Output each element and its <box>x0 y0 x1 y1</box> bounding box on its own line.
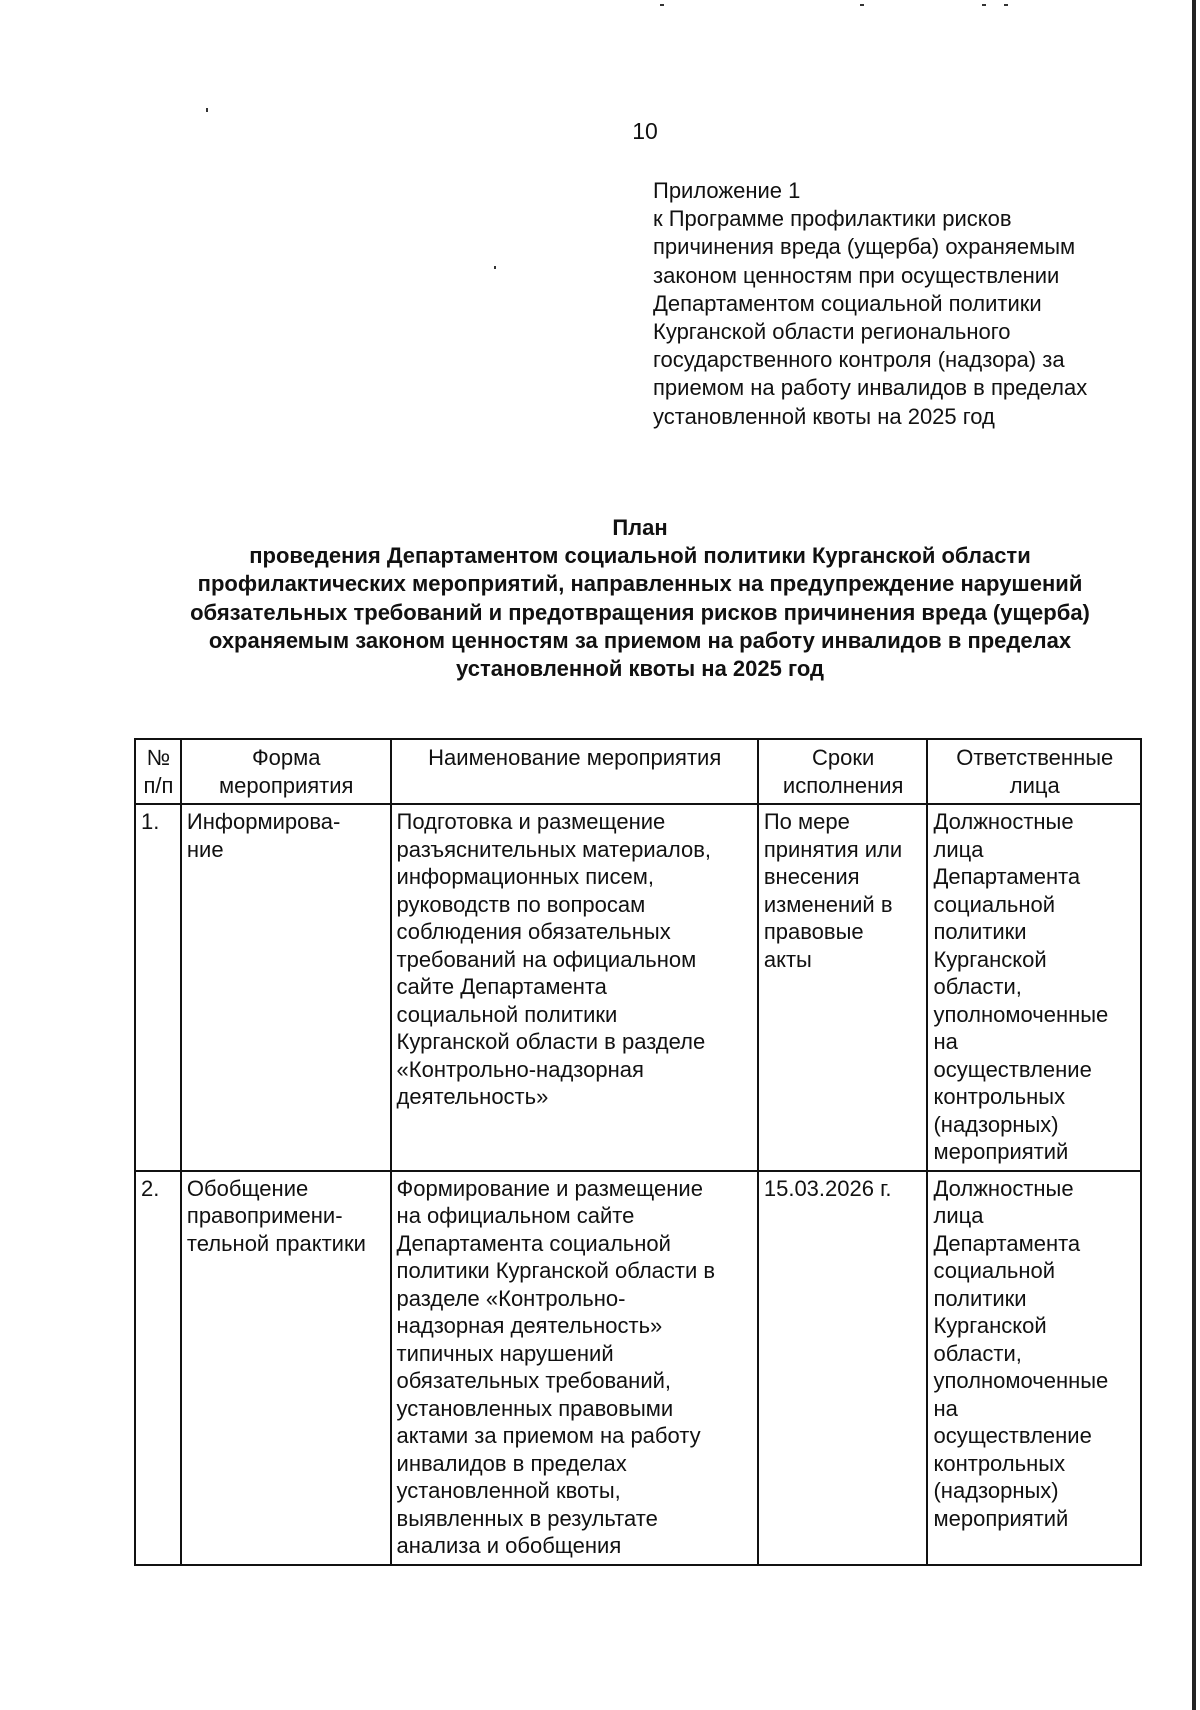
cell-line: актами за приемом на работу <box>396 1423 701 1448</box>
cell-line: Курганской области в разделе <box>396 1029 706 1054</box>
cell-line: социальной <box>933 891 1056 917</box>
cell-term <box>758 1171 928 1565</box>
appendix-line: приемом на работу инвалидов в пределах <box>653 375 1088 401</box>
cell-line: (надзорных) <box>933 1478 1059 1503</box>
cell-name <box>391 1171 758 1565</box>
cell-line: лица <box>933 1203 984 1228</box>
header-term <box>758 739 928 804</box>
appendix-line: Курганской области регионального <box>653 319 1011 345</box>
cell-line: социальной <box>933 1258 1056 1283</box>
cell-line: принятия или <box>763 836 903 862</box>
appendix-line: Департаментом социальной политики <box>653 290 1042 316</box>
appendix-line: Приложение 1 <box>653 178 801 203</box>
table-body <box>135 804 1141 1565</box>
cell-line: установленной квоты, <box>396 1478 621 1503</box>
cell-line: Информирова- <box>186 809 341 834</box>
cell-line: внесения <box>763 864 860 889</box>
cell-line: Обобщение <box>186 1175 309 1201</box>
cell-line: Курганской <box>933 1313 1047 1338</box>
cell-line: Курганской <box>933 946 1047 972</box>
cell-line: деятельность» <box>396 1084 549 1109</box>
plan-title-line: профилактических мероприятий, направленных на предупреждение нарушений <box>197 571 1083 597</box>
plan-title-line: обязательных требований и предотвращения рисков причинения вреда (ущерба) <box>190 599 1090 625</box>
header-line: Ответственные <box>956 745 1114 770</box>
table-row <box>135 1171 1141 1565</box>
header-responsible <box>927 739 1141 804</box>
cell-line: политики <box>933 1285 1027 1311</box>
cell-line: изменений в <box>763 891 893 917</box>
cell-line: осуществление <box>933 1423 1092 1448</box>
cell-line: инвалидов в пределах <box>396 1450 627 1476</box>
cell-line: надзорная деятельность» <box>396 1313 663 1338</box>
cell-line: Департамента <box>933 1230 1081 1256</box>
plan-title-line: установленной квоты на 2025 год <box>456 656 824 682</box>
header-form <box>181 739 391 804</box>
appendix-line: причинения вреда (ущерба) охраняемым <box>653 234 1076 260</box>
cell-line: контрольных <box>933 1084 1066 1109</box>
appendix-line: государственного контроля (надзора) за <box>653 347 1065 373</box>
appendix-line: к Программе профилактики рисков <box>653 206 1012 232</box>
cell-line: соблюдения обязательных <box>396 919 671 944</box>
appendix-line: законом ценностям при осуществлении <box>653 262 1060 288</box>
appendix-line: установленной квоты на 2025 год <box>653 403 995 429</box>
cell-line: Департамента <box>933 864 1081 889</box>
cell-line: разъяснительных материалов, <box>396 836 712 862</box>
plan-title <box>60 514 1200 683</box>
cell-number: 1. <box>135 804 181 1171</box>
cell-form <box>181 804 391 1171</box>
header-line: исполнения <box>782 772 904 798</box>
header-line: № <box>146 745 171 770</box>
cell-line: типичных нарушений <box>396 1340 614 1366</box>
cell-line: (надзорных) <box>933 1111 1059 1137</box>
cell-line: политики Курганской области в <box>396 1258 716 1283</box>
cell-line: акты <box>763 946 812 972</box>
cell-line: уполномоченные <box>933 1001 1109 1027</box>
plan-title-line: проведения Департаментом социальной политики Курганской области <box>249 543 1031 569</box>
cell-line: Подготовка и размещение <box>396 809 666 834</box>
header-line: Форма <box>251 745 321 770</box>
cell-line: осуществление <box>933 1056 1092 1082</box>
cell-line: на <box>933 1029 958 1054</box>
plan-table <box>134 738 1142 1566</box>
cell-line: ние <box>186 836 224 862</box>
header-line: Наименование мероприятия <box>428 745 722 770</box>
cell-line: разделе «Контрольно- <box>396 1285 626 1311</box>
cell-line: на официальном сайте <box>396 1203 635 1228</box>
cell-line: Должностные <box>933 1175 1074 1201</box>
cell-line: «Контрольно-надзорная <box>396 1056 644 1082</box>
cell-line: выявленных в результате <box>396 1505 658 1531</box>
cell-line: 15.03.2026 г. <box>763 1175 892 1201</box>
cell-responsible <box>927 804 1141 1171</box>
cell-line: Департамента социальной <box>396 1230 671 1256</box>
cell-line: руководств по вопросам <box>396 891 646 917</box>
cell-line: области, <box>933 1340 1022 1366</box>
cell-line: мероприятий <box>933 1505 1069 1531</box>
scan-speck <box>982 4 986 6</box>
plan-title-line: охраняемым законом ценностям за приемом на работу инвалидов в пределах <box>208 627 1072 653</box>
header-line: лица <box>1009 772 1060 798</box>
cell-line: обязательных требований, <box>396 1368 672 1393</box>
scan-speck <box>494 266 496 269</box>
cell-name <box>391 804 758 1171</box>
cell-number: 2. <box>135 1171 181 1565</box>
plan-title-line: План <box>612 515 668 540</box>
cell-line: тельной практики <box>186 1230 366 1256</box>
cell-line: политики <box>933 919 1027 944</box>
cell-line: области, <box>933 974 1022 999</box>
scan-speck <box>1004 4 1008 6</box>
table-row <box>135 804 1141 1171</box>
cell-line: информационных писем, <box>396 864 654 889</box>
scan-speck <box>660 4 664 6</box>
cell-line: требований на официальном <box>396 946 697 972</box>
header-line: п/п <box>143 772 174 798</box>
cell-form <box>181 1171 391 1565</box>
header-line: Сроки <box>812 745 875 770</box>
cell-line: правопримени- <box>186 1203 343 1228</box>
scan-speck <box>860 4 864 6</box>
cell-term <box>758 804 928 1171</box>
header-name <box>391 739 758 804</box>
cell-line: уполномоченные <box>933 1368 1109 1393</box>
cell-line: Должностные <box>933 809 1074 834</box>
cell-line: контрольных <box>933 1450 1066 1476</box>
cell-line: лица <box>933 836 984 862</box>
appendix-note <box>653 177 1173 431</box>
scan-edge <box>1192 0 1196 1710</box>
cell-line: По мере <box>763 809 850 834</box>
cell-line: социальной политики <box>396 1001 618 1027</box>
cell-line: мероприятий <box>933 1139 1069 1164</box>
cell-line: сайте Департамента <box>396 974 607 999</box>
page-number: 10 <box>632 118 658 144</box>
scan-speck <box>206 108 208 112</box>
table-header-row <box>135 739 1141 804</box>
cell-line: правовые <box>763 919 864 944</box>
header-line: мероприятия <box>218 772 354 798</box>
cell-responsible <box>927 1171 1141 1565</box>
cell-line: анализа и обобщения <box>396 1533 622 1558</box>
cell-line: на <box>933 1395 958 1421</box>
cell-line: Формирование и размещение <box>396 1175 703 1201</box>
cell-line: установленных правовыми <box>396 1395 674 1421</box>
header-number <box>135 739 181 804</box>
